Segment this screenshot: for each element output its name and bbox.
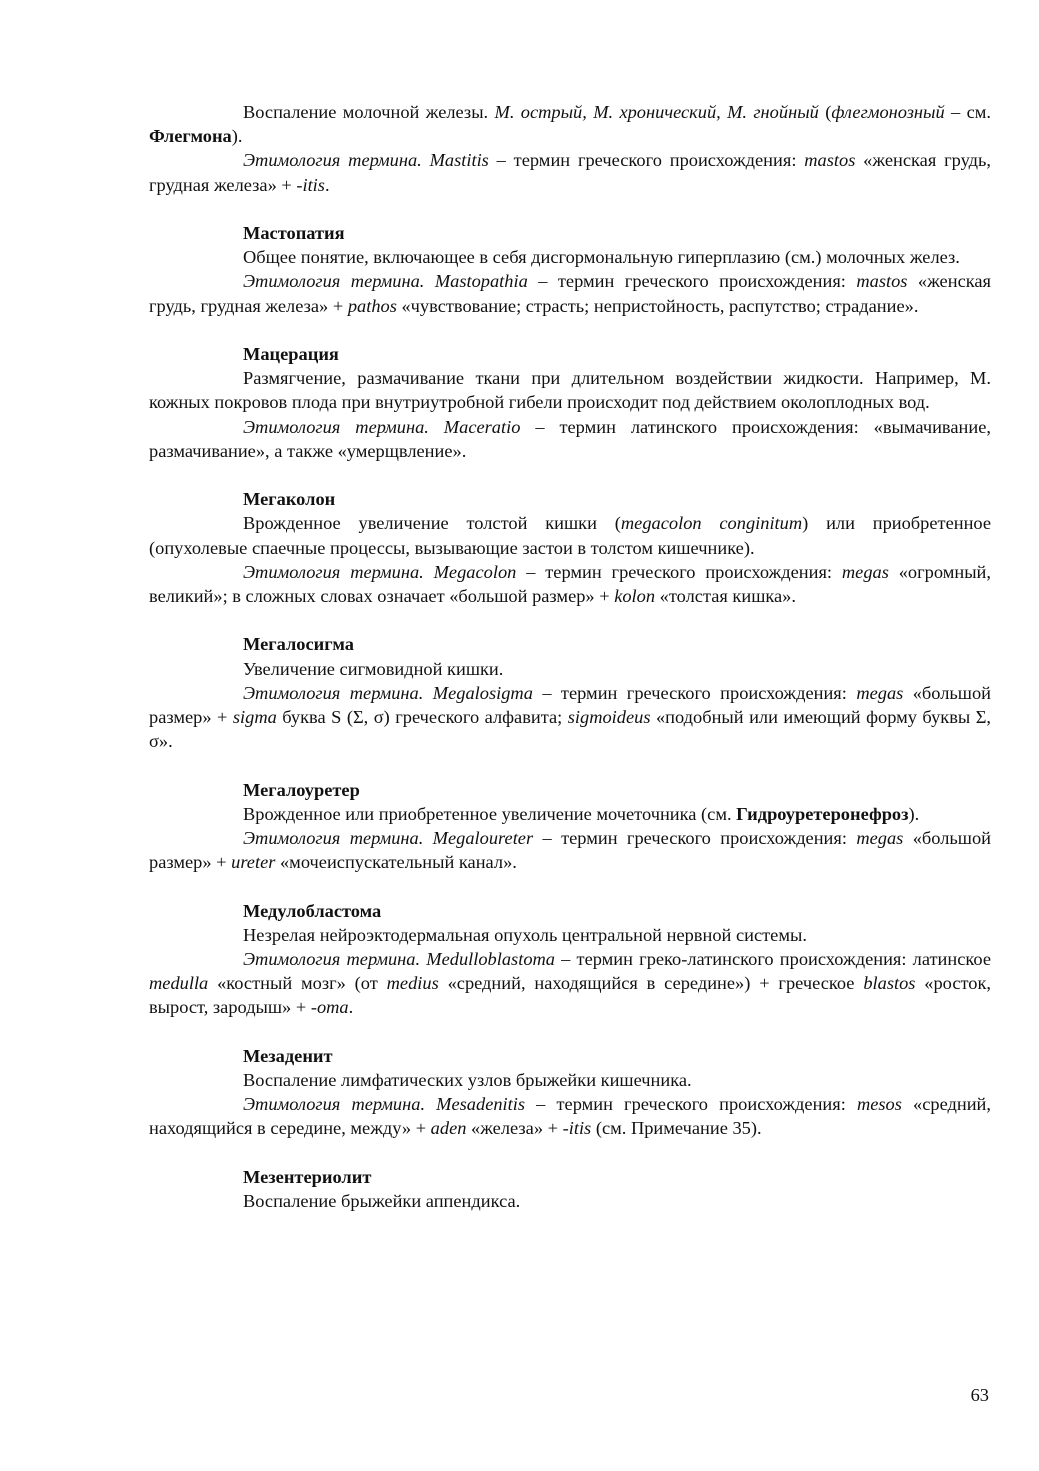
entry-title: Мегаколон	[243, 489, 336, 510]
text-run: «женская грудь, грудная железа» +	[149, 150, 991, 195]
text-run: (см. Примечание 35).	[591, 1118, 762, 1139]
text-run: ).	[231, 126, 243, 147]
text-run: (	[818, 102, 832, 122]
etymology-paragraph	[149, 1092, 991, 1140]
etymology-paragraph	[149, 681, 991, 754]
etymology-paragraph	[149, 560, 991, 608]
entry-title: Мастопатия	[243, 223, 345, 243]
italic-term: mastos	[804, 150, 856, 171]
text-run: «большой размер» +	[149, 828, 991, 873]
entry-title: Мегалоуретер	[243, 779, 360, 800]
italic-term: флегмонозный	[831, 102, 945, 122]
italic-term: megas	[856, 828, 904, 849]
text-run: .	[324, 174, 330, 195]
text-run: Воспаление лимфатических узлов брыжейки кишечника.	[243, 1070, 692, 1091]
definition-paragraph	[149, 802, 991, 826]
text-run: ) или приобретенное (опухолевые спаечные процессы, вызывающие застои в толстом кишечнике).	[149, 513, 991, 558]
entry-medulloblastoma	[149, 899, 991, 1020]
definition-paragraph	[149, 100, 991, 148]
entry-megacolon	[149, 487, 991, 608]
italic-term: Этимология термина. Mastitis	[243, 150, 489, 171]
italic-term: megas	[856, 682, 904, 703]
definition-paragraph	[149, 657, 991, 681]
definition-paragraph	[149, 1189, 991, 1213]
italic-term: sigma	[232, 707, 277, 728]
text-run: буква S (Σ, σ) греческого алфавита;	[276, 707, 568, 728]
entry-megaloureter	[149, 778, 991, 875]
text-run: Общее понятие, включающее в себя дисгормональную гиперплазию (см.) молочных желез.	[243, 247, 960, 268]
entry-mastitis-continued	[149, 100, 991, 197]
text-run: Размягчение, размачивание ткани при длительном воздействии жидкости. Например, М. кожных покровов плода при внутриутробной гибели происходит под действием околоплодных вод.	[149, 368, 991, 413]
italic-term: mesos	[856, 1094, 902, 1115]
text-run: – термин греческого происхождения:	[533, 828, 857, 849]
entry-mesenteriolit	[149, 1165, 991, 1213]
entry-title: Медулобластома	[243, 900, 382, 921]
text-run: «костный мозг» (от	[208, 973, 387, 994]
definition-paragraph	[149, 245, 991, 269]
page-body	[149, 100, 991, 1237]
entry-mastopathia	[149, 221, 991, 318]
definition-paragraph	[149, 923, 991, 947]
etymology-paragraph	[149, 269, 991, 317]
italic-term: Этимология термина. Mesadenitis	[243, 1094, 526, 1115]
text-run: «мочеиспускательный канал».	[275, 852, 517, 873]
text-run: Воспаление брыжейки аппендикса.	[243, 1191, 521, 1212]
italic-term: Этимология термина. Megaloureter	[243, 828, 534, 849]
text-run: Увеличение сигмовидной кишки.	[243, 658, 504, 679]
text-run: Незрелая нейроэктодермальная опухоль центральной нервной системы.	[243, 924, 807, 945]
italic-term: kolon	[614, 586, 656, 607]
entry-title: Мезентериолит	[243, 1166, 372, 1187]
cross-reference: Флегмона	[149, 126, 232, 147]
italic-term: medulla	[149, 973, 209, 994]
entry-title: Мезаденит	[243, 1045, 333, 1066]
italic-term: medius	[386, 973, 439, 994]
definition-paragraph	[149, 511, 991, 559]
text-run: «огромный, великий»; в сложных словах означает «большой размер» +	[149, 561, 991, 607]
definition-paragraph	[149, 366, 991, 414]
cross-reference: Гидроуретеронефроз	[736, 803, 909, 824]
text-run: «средний, находящийся в середине, между» +	[149, 1094, 991, 1139]
italic-term: megacolon conginitum	[620, 513, 803, 534]
text-run: – термин греческого происхождения:	[525, 1094, 857, 1115]
text-run: «большой размер» +	[149, 682, 992, 728]
text-run: «средний, находящийся в середине») + греческое	[438, 973, 864, 994]
text-run: .	[348, 997, 354, 1018]
italic-term: Этимология термина. Megacolon	[243, 561, 517, 582]
italic-term: pathos	[347, 295, 397, 316]
text-run: – термин греко-латинского происхождения: латинское	[555, 949, 991, 970]
page-number: 63	[970, 1385, 989, 1405]
text-run: – термин греческого происхождения:	[527, 271, 857, 292]
italic-term: -itis	[296, 174, 325, 195]
italic-term: ureter	[231, 852, 276, 873]
text-run: – см.	[944, 102, 991, 122]
etymology-paragraph	[149, 415, 991, 463]
italic-term: Этимология термина. Maceratio	[243, 416, 521, 437]
italic-term: sigmoideus	[567, 707, 651, 728]
italic-term: blastos	[863, 973, 916, 994]
entry-mesadenitis	[149, 1044, 991, 1141]
italic-term: М. острый, М. хронический, М. гнойный	[494, 102, 819, 122]
text-run: «чувствование; страсть; непристойность, распутство; страдание».	[396, 295, 919, 316]
text-run: – термин греческого происхождения:	[532, 682, 857, 703]
text-run: Врожденное увеличение толстой кишки (	[243, 513, 621, 534]
etymology-paragraph	[149, 947, 991, 1020]
entry-title: Мегалосигма	[243, 634, 354, 655]
italic-term: Этимология термина. Medulloblastoma	[243, 949, 555, 970]
italic-term: -itis	[562, 1118, 592, 1139]
italic-term: aden	[430, 1118, 467, 1139]
text-run: «толстая кишка».	[655, 586, 796, 607]
text-run: «железа» +	[466, 1118, 563, 1139]
text-run: Врожденное или приобретенное увеличение мочеточника (см.	[243, 803, 737, 824]
text-run: – термин греческого происхождения:	[488, 150, 805, 171]
italic-term: mastos	[856, 271, 908, 292]
entry-title: Мацерация	[243, 344, 339, 364]
text-run: «росток, вырост, зародыш» +	[149, 973, 992, 1018]
definition-paragraph	[149, 1068, 991, 1092]
text-run: – термин латинского происхождения: «вымачивание, размачивание», а также «умерщвление».	[149, 416, 991, 461]
etymology-paragraph	[149, 148, 991, 196]
etymology-paragraph	[149, 826, 991, 874]
entry-maceratio	[149, 342, 991, 463]
italic-term: -oma	[310, 997, 349, 1018]
text-run: Воспаление молочной железы.	[243, 102, 495, 122]
italic-term: Этимология термина. Megalosigma	[243, 682, 533, 703]
text-run: «женская грудь, грудная железа» +	[149, 271, 992, 316]
text-run: «подобный или имеющий форму буквы Σ, σ».	[149, 707, 992, 752]
entry-megalosigma	[149, 632, 991, 753]
italic-term: Этимология термина. Mastopathia	[243, 271, 528, 292]
text-run: – термин греческого происхождения:	[516, 561, 842, 582]
italic-term: megas	[841, 561, 889, 582]
text-run: ).	[908, 803, 920, 824]
